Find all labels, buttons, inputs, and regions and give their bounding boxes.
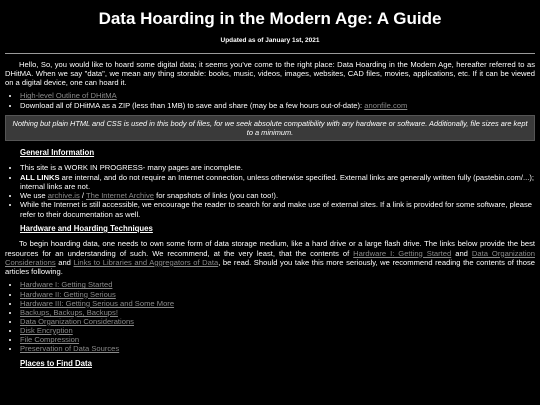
toc-link[interactable]: Preservation of Data Sources bbox=[20, 344, 120, 354]
places-heading: Places to Find Data bbox=[20, 359, 92, 369]
toc-link[interactable]: File Compression bbox=[20, 335, 80, 345]
list-item: • We use archive.is / The Internet Archive for snapshots of links (you can too!). bbox=[20, 191, 535, 200]
toc-link[interactable]: Hardware I: Getting Started bbox=[20, 280, 113, 290]
list-item bbox=[20, 299, 535, 308]
list-item bbox=[20, 290, 535, 299]
list-item: • This site is a WORK IN PROGRESS- many pages are incomplete. bbox=[20, 163, 535, 172]
general-info-heading: General Information bbox=[20, 147, 95, 157]
list-item bbox=[20, 101, 535, 110]
toc-link[interactable]: Data Organization Considerations bbox=[20, 316, 134, 326]
libraries-link[interactable]: Links to Libraries and Aggregators of Data bbox=[73, 257, 219, 267]
internet-archive-link[interactable]: The Internet Archive bbox=[86, 191, 154, 201]
all-links-bold: ALL LINKS bbox=[20, 172, 60, 182]
anonfile-link[interactable]: anonfile.com bbox=[364, 100, 408, 110]
divider bbox=[5, 53, 535, 54]
archive-is-link[interactable]: archive.is bbox=[47, 191, 80, 201]
updated-date: Updated as of January 1st, 2021 bbox=[220, 36, 320, 44]
intro-links-list bbox=[5, 91, 535, 110]
list-item bbox=[20, 280, 535, 289]
hardware-toc bbox=[5, 280, 535, 353]
list-item bbox=[20, 308, 535, 317]
hardware-heading: Hardware and Hoarding Techniques bbox=[20, 223, 153, 233]
list-item bbox=[20, 317, 535, 326]
toc-link[interactable]: Hardware III: Getting Serious and Some More bbox=[20, 298, 175, 308]
list-item bbox=[20, 335, 535, 344]
hardware-i-link[interactable]: Hardware I: Getting Started bbox=[353, 248, 452, 258]
page-title: Data Hoarding in the Modern Age: A Guide bbox=[98, 9, 442, 28]
list-item bbox=[20, 91, 535, 100]
toc-link[interactable]: Disk Encryption bbox=[20, 325, 73, 335]
toc-link[interactable]: Hardware II: Getting Serious bbox=[20, 289, 116, 299]
download-text: Download all of DHitMA as a ZIP (less than 1MB) to save and share (may be a few hours out-of-date): bbox=[20, 100, 365, 110]
intro-paragraph: Hello, So, you would like to hoard some digital data; it seems you've come to the right place: Data Hoarding in the Modern Age, hereafter referred to as DHitMA. When we say "data", we mean any thing storable: books, music, videos, images, websites, CAD files, movies, applications, etc. If it can be viewed on a digital device, one can hoard it. bbox=[5, 59, 535, 88]
general-info-list bbox=[5, 163, 535, 219]
list-item bbox=[20, 326, 535, 335]
list-item: • While the Internet is still accessible, we encourage the reader to search for and make use of external sites. If a link is provided for some software, please refer to their documentation as well. bbox=[20, 200, 535, 219]
list-item: • ALL LINKS are internal, and do not require an Internet connection, unless otherwise specified. External links are generally written fully (pastebin.com/...); internal links are not. bbox=[20, 173, 535, 192]
data-organization-link[interactable]: Data Organization Considerations bbox=[5, 248, 535, 267]
list-item bbox=[20, 344, 535, 353]
hardware-paragraph: To begin hoarding data, one needs to own some form of data storage medium, like a hard drive or a large flash drive. The links below provide the best resources for an understanding of such. We recommend, at the very least, that the contents of Hardware I: Getting Started and Data Organization Considerations and Links to Libraries and Aggregators of Data, be read. Should you take this more seriously, we recommend reading the contents of those articles following. bbox=[5, 239, 535, 277]
compatibility-notice: Nothing but plain HTML and CSS is used in this body of files, for we seek absolute compatibility with any hardware or software. Additionally, file sizes are kept to a minimum. bbox=[5, 115, 535, 141]
outline-link[interactable]: High-level Outline of DHitMA bbox=[20, 91, 117, 101]
toc-link[interactable]: Backups, Backups, Backups! bbox=[20, 307, 118, 317]
